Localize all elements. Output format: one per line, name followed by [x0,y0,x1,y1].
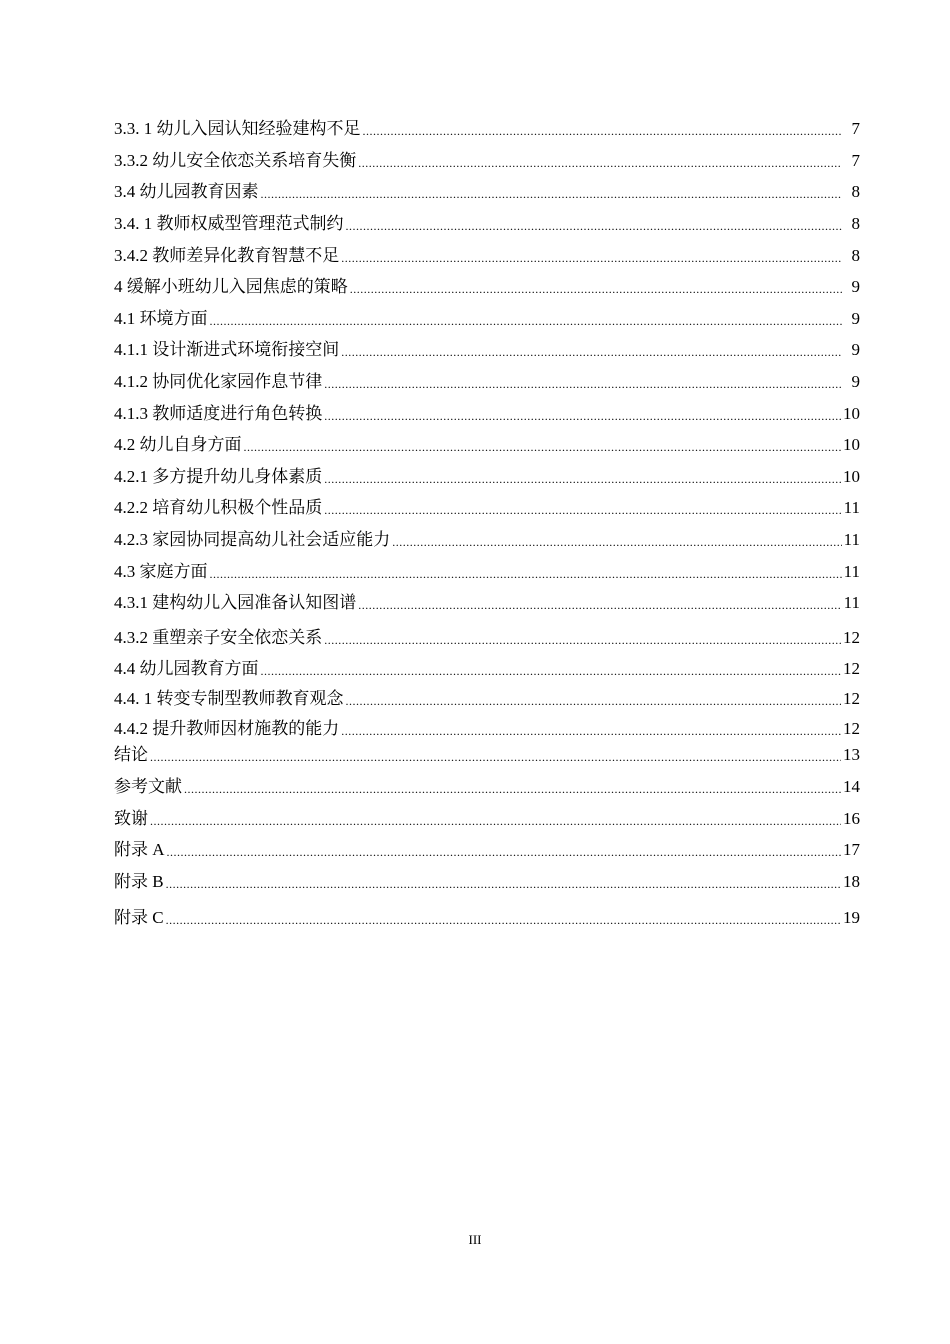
toc-entry[interactable] [114,432,860,456]
toc-entry-page: 13 [843,745,860,764]
toc-entry[interactable] [114,656,860,680]
toc-entry-page: 14 [843,777,860,796]
toc-entry[interactable] [114,274,860,298]
toc-entry[interactable] [114,148,860,172]
toc-dot-leader [166,875,841,893]
toc-entry[interactable] [114,306,860,330]
toc-entry[interactable] [114,716,860,740]
toc-dot-leader [341,249,842,267]
toc-dot-leader [150,812,841,830]
toc-entry-page: 12 [843,659,860,678]
toc-dot-leader [346,217,843,235]
toc-entry-label: 结论 [114,745,148,764]
toc-entry-page: 11 [843,498,860,517]
page-number-footer: III [468,1232,482,1247]
toc-dot-leader [341,722,841,740]
toc-entry-label: 4 缓解小班幼儿入园焦虑的策略 [114,277,348,296]
toc-entry[interactable] [114,837,860,861]
toc-entry-label: 4.1.2 协同优化家园作息节律 [114,372,323,391]
toc-entry-page: 12 [843,719,860,738]
toc-dot-leader [324,501,841,519]
toc-entry-page: 7 [851,119,860,138]
toc-entry-page: 8 [851,214,860,233]
toc-entry[interactable] [114,686,860,710]
toc-dot-leader [261,185,843,203]
toc-entry-page: 9 [851,372,860,391]
toc-entry-page: 10 [843,467,860,486]
toc-entry[interactable] [114,527,860,551]
toc-dot-leader [244,438,842,456]
toc-entry-page: 9 [851,277,860,296]
toc-dot-leader [167,843,841,861]
toc-entry-label: 参考文献 [114,777,182,796]
toc-entry[interactable] [114,243,860,267]
toc-dot-leader [324,407,841,425]
toc-entry-page: 11 [843,530,860,549]
toc-entry-label: 4.2 幼儿自身方面 [114,435,242,454]
toc-dot-leader [184,780,841,798]
toc-entry-label: 4.2.3 家园协同提高幼儿社会适应能力 [114,530,391,549]
toc-entry[interactable] [114,464,860,488]
toc-entry[interactable] [114,116,860,140]
toc-entry-label: 3.3. 1 幼儿入园认知经验建构不足 [114,119,361,138]
toc-entry-label: 4.2.2 培育幼儿积极个性品质 [114,498,323,517]
toc-dot-leader [166,911,841,929]
toc-entry[interactable] [114,742,860,766]
toc-entry-label: 4.1.1 设计渐进式环境衔接空间 [114,340,340,359]
toc-entry[interactable] [114,774,860,798]
toc-entry-label: 4.4 幼儿园教育方面 [114,659,259,678]
toc-entry-label: 4.1 环境方面 [114,309,208,328]
toc-entry-label: 4.1.3 教师适度进行角色转换 [114,404,323,423]
toc-dot-leader [341,343,842,361]
toc-entry-page: 8 [851,182,860,201]
toc-entry-page: 16 [843,809,860,828]
toc-entry-page: 9 [851,309,860,328]
toc-entry-page: 19 [843,908,860,927]
toc-entry-label: 附录 A [114,840,165,859]
toc-entry-label: 4.4.2 提升教师因材施教的能力 [114,719,340,738]
toc-entry-label: 附录 B [114,872,164,891]
toc-dot-leader [358,154,842,172]
toc-entry-label: 3.4 幼儿园教育因素 [114,182,259,201]
toc-entry-page: 9 [851,340,860,359]
toc-entry[interactable] [114,806,860,830]
toc-entry-label: 4.3 家庭方面 [114,562,208,581]
toc-entry[interactable] [114,559,860,583]
toc-dot-leader [358,596,841,614]
toc-dot-leader [324,631,841,649]
toc-entry[interactable] [114,625,860,649]
toc-entry-page: 12 [843,689,860,708]
toc-entry[interactable] [114,369,860,393]
toc-dot-leader [346,692,842,710]
toc-dot-leader [210,565,842,583]
toc-entry[interactable] [114,337,860,361]
toc-entry-label: 3.4.2 教师差异化教育智慧不足 [114,246,340,265]
toc-entry[interactable] [114,905,860,929]
toc-entry-label: 3.4. 1 教师权威型管理范式制约 [114,214,344,233]
toc-entry[interactable] [114,401,860,425]
toc-entry-label: 4.3.1 建构幼儿入园准备认知图谱 [114,593,357,612]
toc-entry-page: 18 [843,872,860,891]
toc-dot-leader [363,122,843,140]
toc-dot-leader [261,662,842,680]
toc-entry[interactable] [114,495,860,519]
toc-entry[interactable] [114,869,860,893]
toc-dot-leader [210,312,843,330]
toc-entry-page: 11 [843,593,860,612]
toc-dot-leader [392,533,841,551]
toc-dot-leader [324,375,842,393]
toc-entry[interactable] [114,211,860,235]
toc-entry-page: 12 [843,628,860,647]
toc-entry-label: 3.3.2 幼儿安全依恋关系培育失衡 [114,151,357,170]
toc-entry-label: 致谢 [114,809,148,828]
toc-entry-page: 8 [851,246,860,265]
toc-entry-page: 10 [843,435,860,454]
toc-dot-leader [150,748,841,766]
toc-entry-page: 7 [851,151,860,170]
toc-entry-label: 附录 C [114,908,164,927]
toc-entry-label: 4.4. 1 转变专制型教师教育观念 [114,689,344,708]
toc-dot-leader [350,280,842,298]
toc-dot-leader [324,470,841,488]
toc-entry-page: 10 [843,404,860,423]
toc-entry-page: 11 [843,562,860,581]
toc-entry-page: 17 [843,840,860,859]
toc-entry[interactable] [114,179,860,203]
toc-entry-label: 4.2.1 多方提升幼儿身体素质 [114,467,323,486]
toc-entry-label: 4.3.2 重塑亲子安全依恋关系 [114,628,323,647]
toc-entry[interactable] [114,590,860,614]
